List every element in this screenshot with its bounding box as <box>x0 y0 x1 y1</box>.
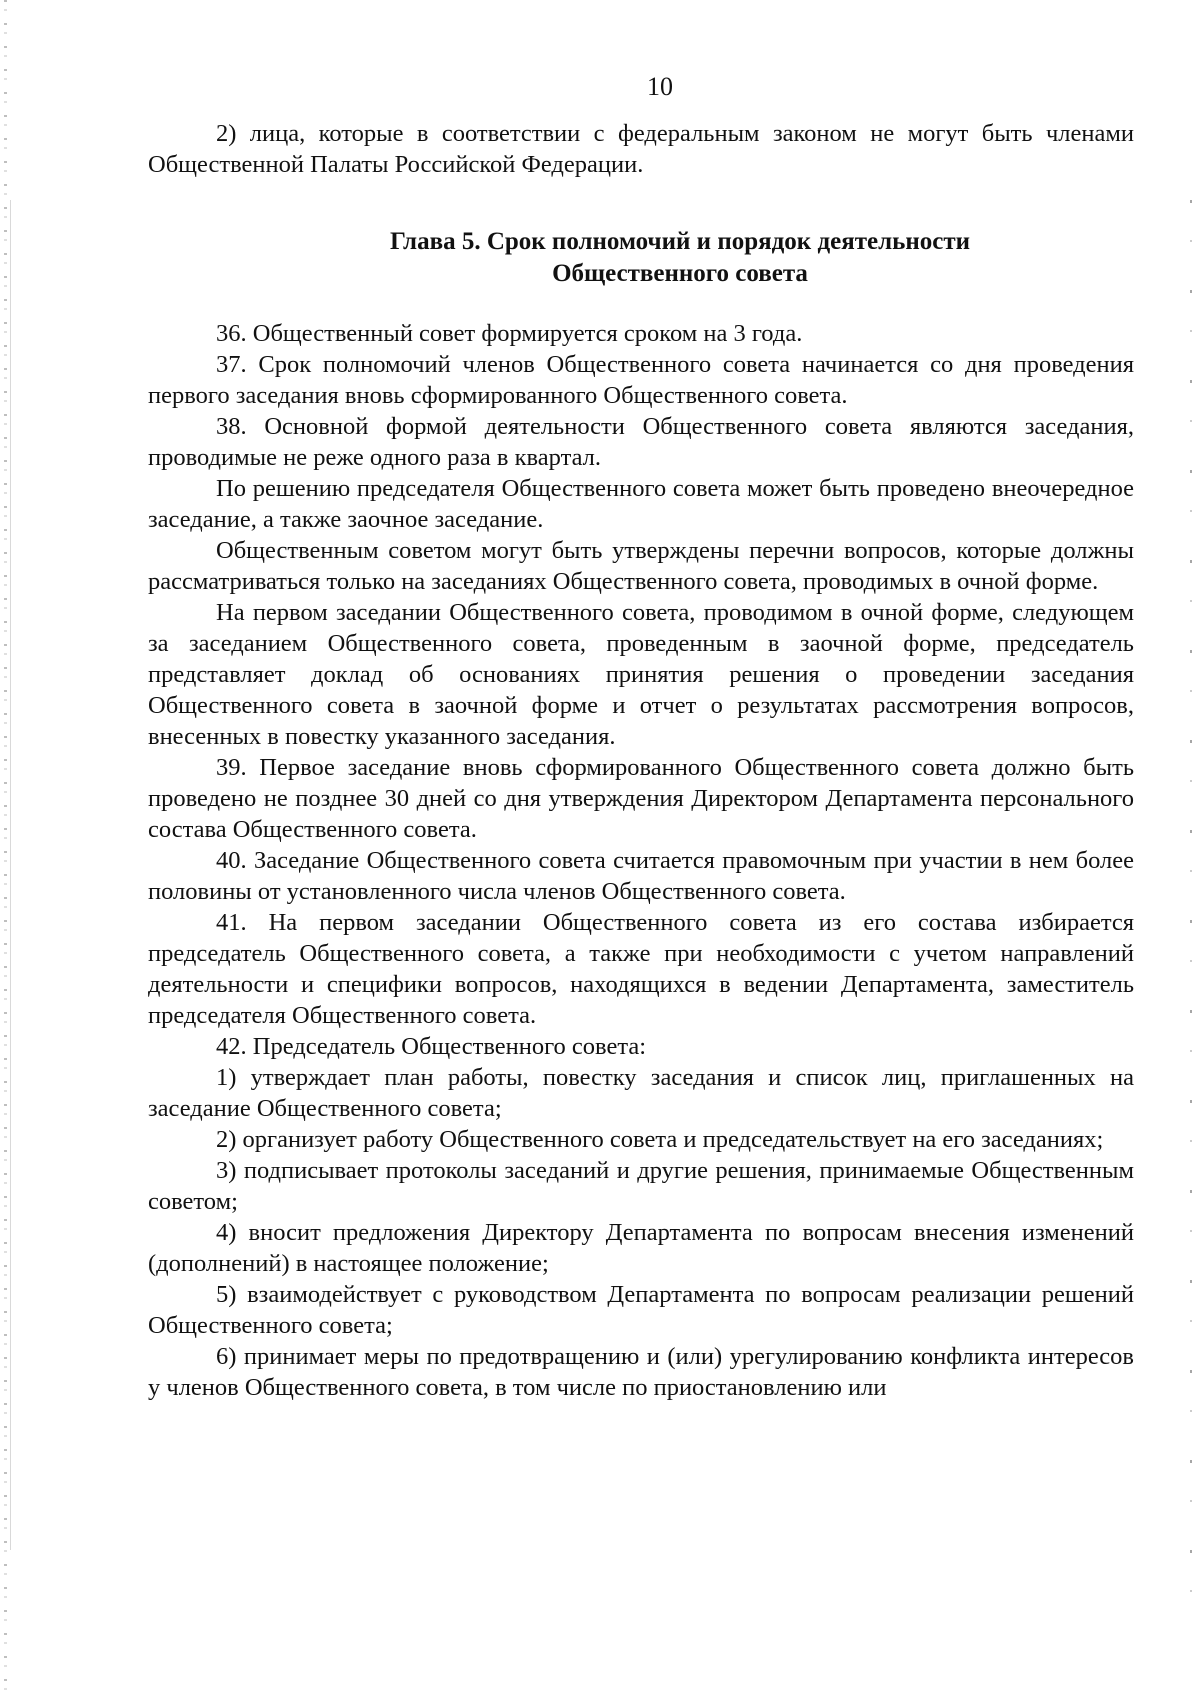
paragraph-42-item-3: 3) подписывает протоколы заседаний и другие решения, принимаемые Общественным советом; <box>148 1157 1134 1215</box>
paragraph-42: 42. Председатель Общественного совета: <box>216 1033 647 1060</box>
chapter-title-line: Глава 5. Срок полномочий и порядок деятельности <box>389 228 971 255</box>
paragraph-36: 36. Общественный совет формируется сроком на 3 года. <box>216 320 803 347</box>
top-text-block <box>148 118 1134 180</box>
paragraph-42-item-5: 5) взаимодействует с руководством Департамента по вопросам реализации решений Общественного совета; <box>148 1281 1134 1339</box>
scan-edge-artifact <box>1190 200 1192 1600</box>
paragraph-38-question-lists: Общественным советом могут быть утверждены перечни вопросов, которые должны рассматриваться только на заседаниях Общественного совета, проводимых в очной форме. <box>148 537 1134 595</box>
paragraph-37: 37. Срок полномочий членов Общественного совета начинается со дня проведения первого заседания вновь сформированного Общественного совета. <box>148 351 1134 409</box>
paragraph-41: 41. На первом заседании Общественного совета из его состава избирается председатель Общественного совета, а также при необходимости с учетом направлений деятельности и специфики вопросов, находящихся в ведении Департамента, заместитель председателя Общественного совета. <box>148 909 1134 1029</box>
scan-edge-artifact <box>4 0 7 1698</box>
paragraph-42-item-1: 1) утверждает план работы, повестку заседания и список лиц, приглашенных на заседание Общественного совета; <box>148 1064 1134 1122</box>
page-number: 10 <box>647 72 673 101</box>
paragraph-38-report: На первом заседании Общественного совета, проводимом в очной форме, следующем за заседанием Общественного совета, проведенным в заочной форме, председатель представляет доклад об основаниях принятия решения о проведении заседания Общественного совета в заочной форме и отчет о результатах рассмотрения вопросов, внесенных в повестку указанного заседания. <box>148 599 1134 750</box>
chapter-title <box>360 226 1000 290</box>
paragraph-42-item-6: 6) принимает меры по предотвращению и (или) урегулированию конфликта интересов у членов Общественного совета, в том числе по приостановлению или <box>148 1343 1134 1401</box>
paragraph-40: 40. Заседание Общественного совета считается правомочным при участии в нем более половины от установленного числа членов Общественного совета. <box>148 847 1134 905</box>
paragraph-38: 38. Основной формой деятельности Общественного совета являются заседания, проводимые не реже одного раза в квартал. <box>148 413 1134 471</box>
paragraph-39: 39. Первое заседание вновь сформированного Общественного совета должно быть проведено не позднее 30 дней со дня утверждения Директором Департамента персонального состава Общественного совета. <box>148 754 1134 843</box>
main-text-block <box>148 318 1134 1403</box>
chapter-title-line: Общественного совета <box>552 260 808 287</box>
paragraph-42-item-4: 4) вносит предложения Директору Департамента по вопросам внесения изменений (дополнений) в настоящее положение; <box>148 1219 1134 1277</box>
scan-edge-artifact <box>10 200 11 1550</box>
paragraph-42-item-2: 2) организует работу Общественного совета и председательствует на его заседаниях; <box>216 1126 1104 1153</box>
paragraph-38-extra-session: По решению председателя Общественного совета может быть проведено внеочередное заседание, а также заочное заседание. <box>148 475 1134 533</box>
paragraph: 2) лица, которые в соответствии с федеральным законом не могут быть членами Общественной Палаты Российской Федерации. <box>148 120 1134 178</box>
